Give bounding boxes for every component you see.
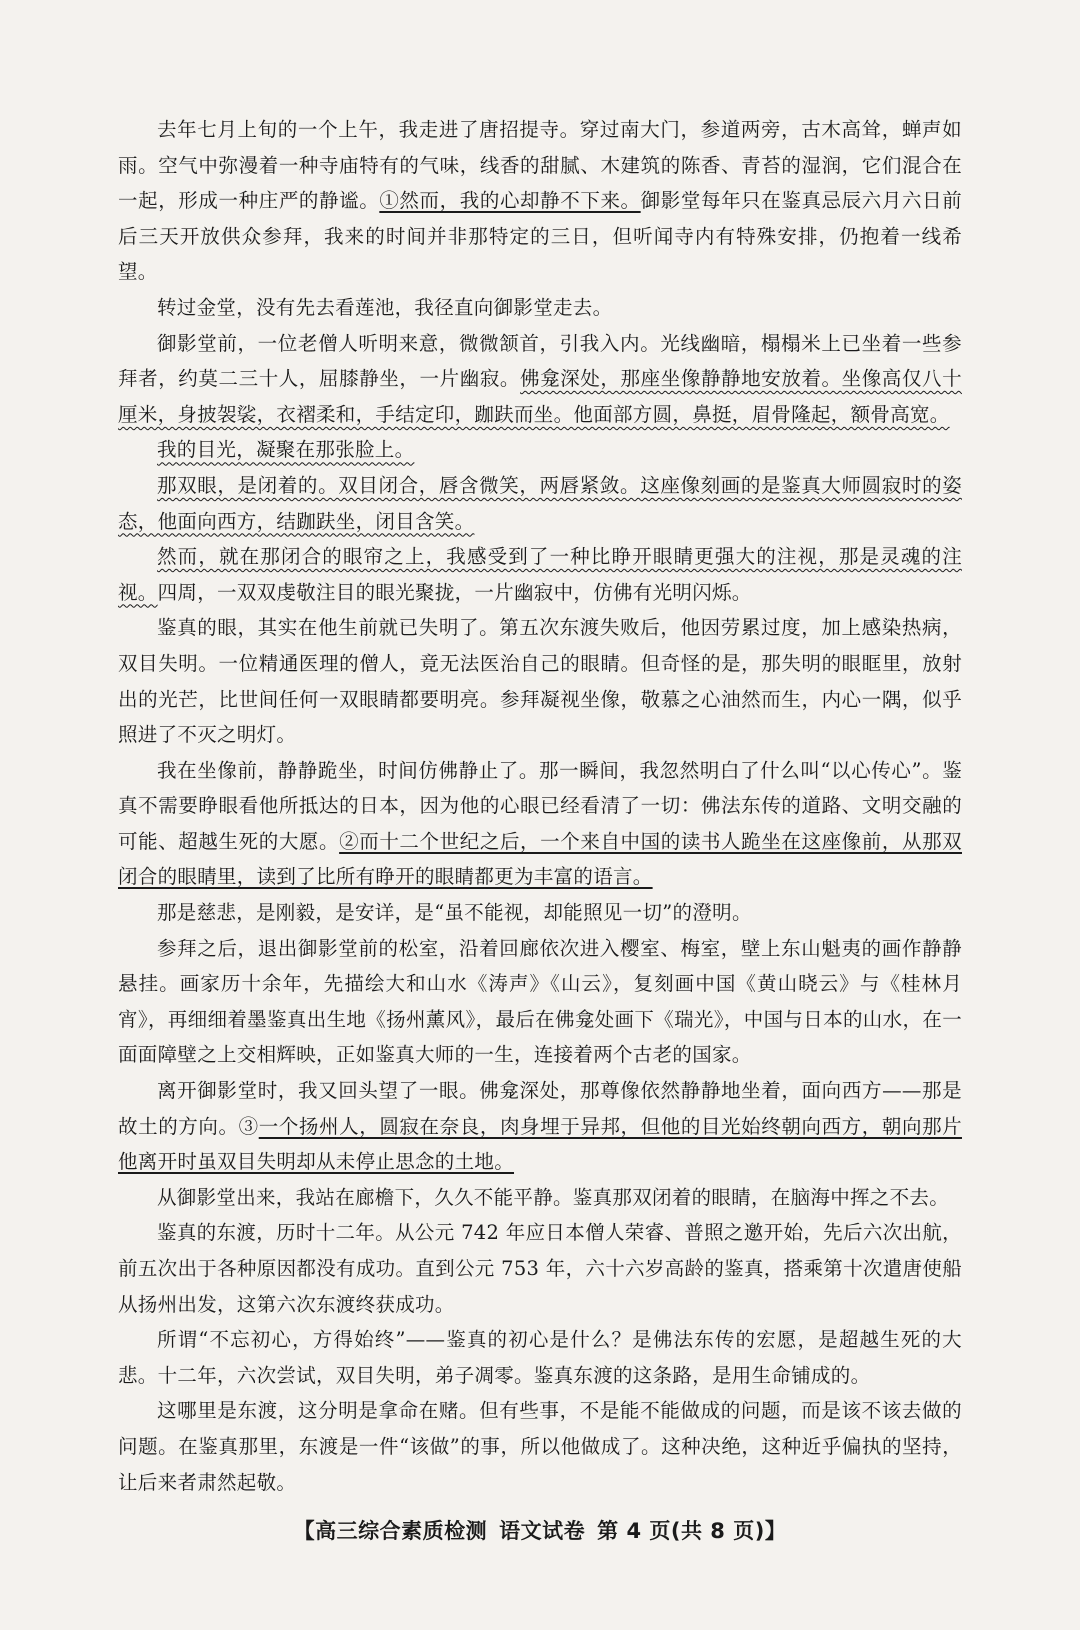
paragraph-5 (118, 468, 962, 539)
paragraph-14: 所谓“不忘初心，方得始终”——鉴真的初心是什么？是佛法东传的宏愿，是超越生死的大悲。十二年，六次尝试，双目失明，弟子凋零。鉴真东渡的这条路，是用生命铺成的。 (118, 1328, 962, 1387)
page-footer (0, 1515, 1080, 1545)
paragraph-6: 然而，就在那闭合的眼帘之上，我感受到了一种比睁开眼睛更强大的注视，那是灵魂的注视。四周，一双双虔敬注目的眼光聚拢，一片幽寂中，仿佛有光明闪烁。 (118, 545, 962, 604)
underlined-sentence-3: 一个扬州人，圆寂在奈良，肉身埋于异邦，但他的目光始终朝向西方，朝向那片他离开时虽双目失明却从未停止思念的土地。 (118, 1114, 962, 1174)
reading-passage (118, 112, 962, 1500)
paragraph-2: 转过金堂，没有先去看莲池，我径直向御影堂走去。 (157, 295, 613, 319)
paragraph-12: 从御影堂出来，我站在廊檐下，久久不能平静。鉴真那双闭着的眼睛，在脑海中挥之不去。 (157, 1185, 950, 1209)
paragraph-15: 这哪里是东渡，这分明是拿命在赌。但有些事，不是能不能做成的问题，而是该不该去做的问题。在鉴真那里，东渡是一件“该做”的事，所以他做成了。这种决绝，这种近乎偏执的坚持，让后来者肃然起敬。 (118, 1399, 962, 1494)
paragraph-3: 御影堂前，一位老僧人听明来意，微微颔首，引我入内。光线幽暗，榻榻米上已坐着一些参拜者，约莫二三十人，屈膝静坐，一片幽寂。佛龛深处，那座坐像静静地安放着。坐像高仅八十厘米，身披袈裟，衣褶柔和，手结定印，跏趺而坐。他面部方圆，鼻挺，眉骨隆起，额骨高宽。 (118, 331, 962, 426)
paragraph-10: 参拜之后，退出御影堂前的松室，沿着回廊依次进入樱室、梅室，壁上东山魁夷的画作静静悬挂。画家历十余年，先描绘大和山水《涛声》《山云》，复刻画中国《黄山晓云》与《桂林月宵》，再细细着墨鉴真出生地《扬州薰风》，最后在佛龛处画下《瑞光》，中国与日本的山水，在一面面障壁之上交相辉映，正如鉴真大师的一生，连接着两个古老的国家。 (118, 936, 962, 1067)
paragraph-9: 那是慈悲，是刚毅，是安详，是“虽不能视，却能照见一切”的澄明。 (157, 901, 752, 925)
paragraph-7: 鉴真的眼，其实在他生前就已失明了。第五次东渡失败后，他因劳累过度，加上感染热病，双目失明。一位精通医理的僧人，竟无法医治自己的眼睛。但奇怪的是，那失明的眼眶里，放射出的光芒，比世间任何一双眼睛都要明亮。参拜凝视坐像，敬慕之心油然而生，内心一隅，似乎照进了不灭之明灯。 (118, 616, 962, 747)
paragraph-4 (118, 432, 962, 468)
wavy-underlined-text: 那双眼，是闭着的。双目闭合，唇含微笑，两唇紧敛。 (157, 473, 641, 497)
page-number: 第 4 页(共 8 页)】 (597, 1519, 787, 1543)
wavy-underlined-text: 佛龛深处，那座坐像静静地安放着。 (520, 367, 842, 391)
paragraph-13: 鉴真的东渡，历时十二年。从公元 742 年应日本僧人荣睿、普照之邀开始，先后六次出航，前五次出于各种原因都没有成功。直到公元 753 年，六十六岁高龄的鉴真，搭乘第十次遣唐使船从扬州出发，这第六次东渡终获成功。 (118, 1221, 962, 1316)
wavy-underlined-text: 我的目光，凝聚在那张脸上。 (157, 438, 415, 462)
wavy-underlined-text: 然而，就在那闭合的眼帘之上，我感受到了一种比睁开眼睛更强大的注视，那是灵魂的注视。 (118, 545, 962, 604)
paragraph-1: 去年七月上旬的一个上午，我走进了唐招提寺。穿过南大门，参道两旁，古木高耸，蝉声如雨。空气中弥漫着一种寺庙特有的气味，线香的甜腻、木建筑的陈香、青苔的湿润，它们混合在一起，形成一种庄严的静谧。①然而，我的心却静不下来。御影堂每年只在鉴真忌辰六月六日前后三天开放供众参拜，我来的时间并非那特定的三日，但听闻寺内有特殊安排，仍抱着一线希望。 (118, 118, 962, 284)
underlined-sentence-1: ①然而，我的心却静不下来。 (379, 189, 641, 213)
wavy-underlined-text: 这座像刻画的是鉴真大师圆寂时的姿态，他面向西方，结跏趺坐，闭目含笑。 (118, 473, 962, 533)
wavy-underlined-text: 坐像高仅八十厘米，身披袈裟，衣褶柔和，手结定印，跏趺而坐。他面部方圆，鼻挺，眉骨隆起，额骨高宽。 (118, 367, 962, 426)
paragraph-8: 我在坐像前，静静跪坐，时间仿佛静止了。那一瞬间，我忽然明白了什么叫“以心传心”。鉴真不需要睁眼看他所抵达的日本，因为他的心眼已经看清了一切：佛法东传的道路、文明交融的可能、超越生死的大愿。②而十二个世纪之后，一个来自中国的读书人跪坐在这座像前，从那双闭合的眼睛里，读到了比所有睁开的眼睛都更为丰富的语言。 (118, 758, 962, 889)
underlined-sentence-2: ②而十二个世纪之后，一个来自中国的读书人跪坐在这座像前，从那双闭合的眼睛里，读到了比所有睁开的眼睛都更为丰富的语言。 (118, 829, 962, 889)
exam-title: 【高三综合素质检测 (293, 1519, 488, 1543)
paragraph-11: 离开御影堂时，我又回头望了一眼。佛龛深处，那尊像依然静静地坐着，面向西方——那是故土的方向。③一个扬州人，圆寂在奈良，肉身埋于异邦，但他的目光始终朝向西方，朝向那片他离开时虽双目失明却从未停止思念的土地。 (118, 1079, 962, 1174)
subject-label: 语文试卷 (499, 1519, 586, 1543)
